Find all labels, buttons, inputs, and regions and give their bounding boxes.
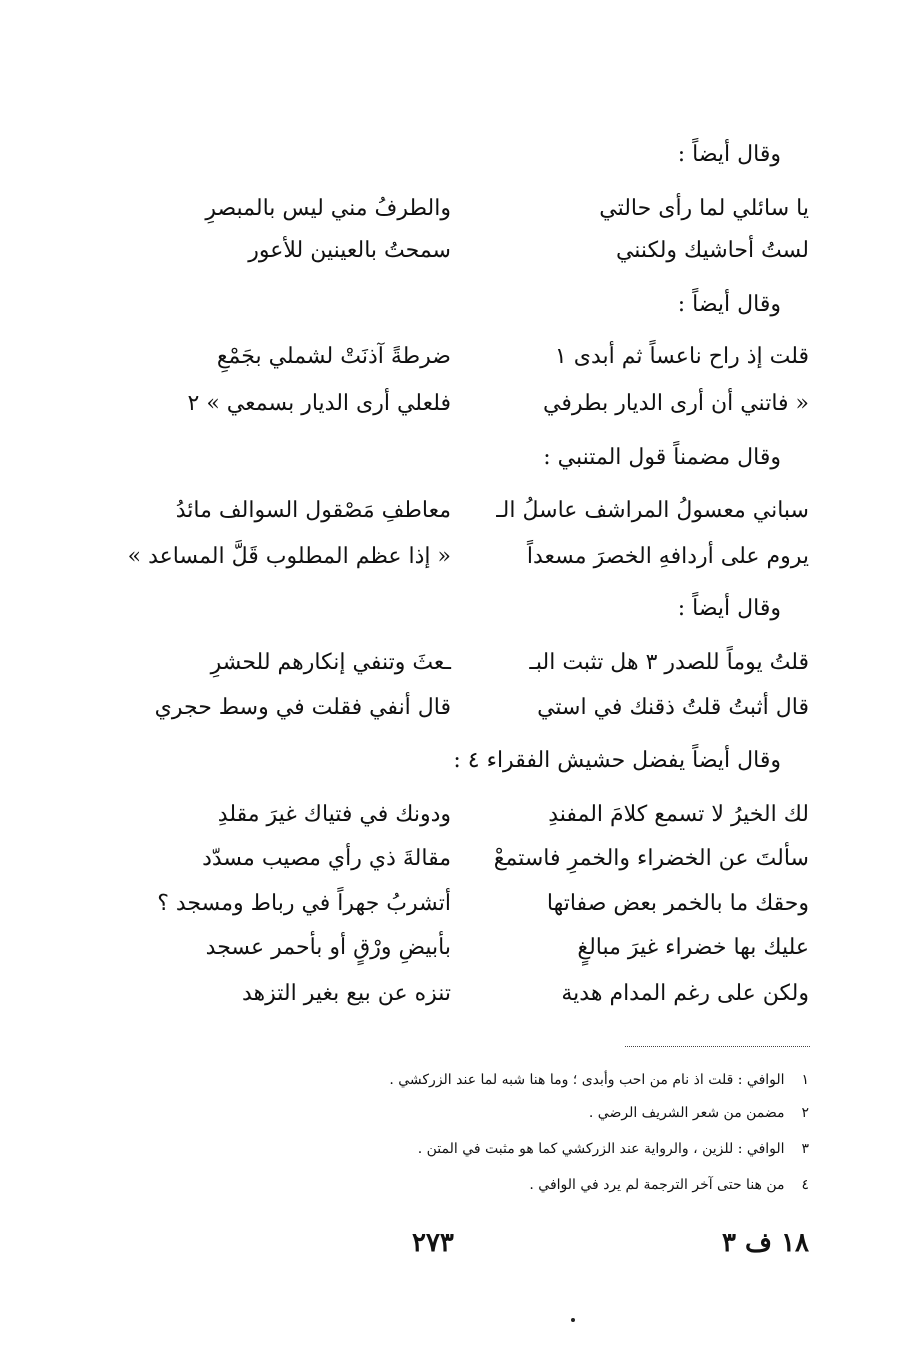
verse-left-hemistich: ضرطةً آذنَتْ لشملي بجَمْعِ [216,344,451,369]
footnote-text: الوافي : للزين ، والرواية عند الزركشي كما هو مثبت في المتن . [417,1141,785,1157]
footnote-number: ٣ [801,1141,809,1157]
footnote-text: الوافي : قلت اذ نام من احب وأبدى ؛ وما هنا شبه لما عند الزركشي . [389,1072,785,1088]
verse-right-hemistich: يا سائلي لما رأى حالتي [599,196,809,221]
verse-right-hemistich: قلت إذ راح ناعساً ثم أبدى ١ [554,344,809,369]
verse-left-hemistich: « إذا عظم المطلوب قَلَّ المساعد » [127,544,451,569]
verse-intro: وقال أيضاً يفضل حشيش الفقراء ٤ : [453,748,781,773]
verse-right-hemistich: « فاتني أن أرى الديار بطرفي [543,391,809,416]
verse-intro: وقال أيضاً : [677,292,781,317]
verse-right-hemistich: ولكن على رغم المدام هدية [561,981,809,1006]
stray-dot [571,1318,575,1322]
verse-right-hemistich: وحقك ما بالخمر بعض صفاتها [546,891,809,916]
footnote-separator [625,1046,810,1047]
verse-intro: وقال مضمناً قول المتنبي : [543,445,781,470]
footnote-number: ١ [801,1072,809,1088]
verse-left-hemistich: أتشربُ جهراً في رباط ومسجد ؟ [157,891,451,916]
verse-right-hemistich: لستُ أحاشيك ولكنني [615,238,809,263]
footnote-number: ٤ [801,1177,809,1193]
verse-right-hemistich: لك الخيرُ لا تسمع كلامَ المفندِ [548,802,809,827]
verse-intro: وقال أيضاً : [677,596,781,621]
footnote-text: من هنا حتى آخر الترجمة لم يرد في الوافي . [529,1177,785,1193]
verse-left-hemistich: ودونك في فتياك غيرَ مقلدِ [217,802,451,827]
signature-mark: ١٨ ف ٣ [722,1228,809,1258]
verse-right-hemistich: يروم على أردافهِ الخصرَ مسعداً [526,544,809,569]
verse-left-hemistich: فلعلي أرى الديار بسمعي » ٢ [187,391,451,416]
footnote [418,1142,809,1156]
verse-left-hemistich: سمحتُ بالعينين للأعور [248,238,451,263]
verse-right-hemistich: سألتَ عن الخضراء والخمرِ فاستمعْ [493,846,809,871]
verse-left-hemistich: بأبيضِ ورْقٍ أو بأحمر عسجد [205,935,451,960]
footnote-text: مضمن من شعر الشريف الرضي . [588,1105,785,1121]
footnote-number: ٢ [801,1105,809,1121]
verse-right-hemistich: سباني معسولُ المراشف عاسلُ الـ [496,498,809,523]
verse-intro: وقال أيضاً : [677,142,781,167]
verse-right-hemistich: قال أثبتُ قلتُ ذقنك في استي [537,695,809,720]
verse-right-hemistich: عليك بها خضراء غيرَ مبالغٍ [577,935,809,960]
verse-right-hemistich: قلتُ يوماً للصدر ٣ هل تثبت البـ [529,650,809,675]
footnote [389,1073,809,1087]
verse-left-hemistich: تنزه عن بيع بغير التزهد [242,981,451,1006]
verse-left-hemistich: ـعثَ وتنفي إنكارهم للحشرِ [210,650,451,675]
footnote [589,1106,809,1120]
footnote [529,1178,809,1192]
verse-left-hemistich: مقالةَ ذي رأي مصيب مسدّد [202,846,451,871]
page-number: ٢٧٣ [412,1228,454,1258]
verse-left-hemistich: قال أنفي فقلت في وسط حجري [154,695,451,720]
verse-left-hemistich: والطرفُ مني ليس بالمبصرِ [205,196,451,221]
verse-left-hemistich: معاطفِ مَصْقول السوالف مائدُ [175,498,451,523]
